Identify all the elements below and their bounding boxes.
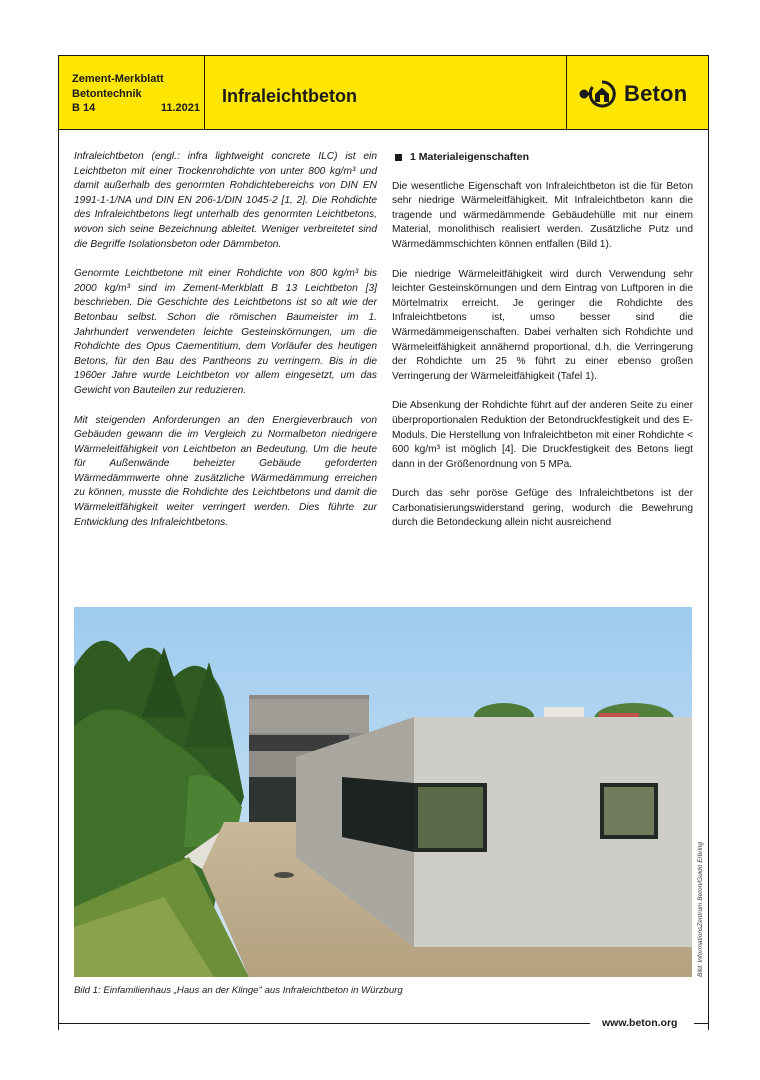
page-title: Infraleichtbeton [222,86,358,106]
paragraph: Die Absenkung der Rohdichte führt auf der anderen Seite zu einer überproportionalen Reduktion der Betondruckfestigkeit und des E-Moduls. Die Herstellung von Infraleichtbeton mit einer Rohdichte < 600 kg/m³ ist möglich [4]. Die Druckfestigkeit des Betons liegt dann in der Größenordnung von 5 MPa. [392,400,693,470]
paragraph: Infraleichtbeton (engl.: infra lightweight concrete ILC) ist ein Leichtbeton mit einer Trockenrohdichte von unter 800 kg/m³ und damit außerhalb des genormten Rohdichtebereichs von DIN EN 1991-1-1/NA und DIN EN 206-1/DIN 1045-2 [1, 2]. Die Rohdichte des Infraleichtbetons liegt unterhalb des genormten Leichtbetons, wovon sich seine Bezeichnung ableitet. Weniger verbreitetet sind die Begriffe Isolationsbeton oder Dämmbeton. [74,151,377,250]
logo-text: Beton [624,81,688,106]
document-meta [72,72,200,116]
paragraph: Durch das sehr poröse Gefüge des Infraleichtbetons ist der Carbonatisierungswiderstand gering, wodurch die Bewehrung durch die Betondeckung allein nicht ausreichend [392,488,693,529]
footer-link[interactable]: www.beton.org [602,1017,678,1029]
paragraph: Genormte Leichtbetone mit einer Rohdichte von 800 kg/m³ bis 2000 kg/m³ sind im Zement-Merkblatt B 13 Leichtbeton [3] beschrieben. Die Geschichte des Leichtbetons ist so alt wie der Betonbau selbst. Schon die römischen Baumeister im 1. Jahrhundert verwendeten leichte Gesteinskörnungen, um die Rohdichte des Opus Caementitium, dem Vorläufer des heutigen Betons, für den Bau des Pantheons zu verringern. Bis in die 1960er Jahre wurde Leichtbeton vor allem eingesetzt, um das Gewicht von Bauteilen zur reduzieren. [74,268,377,396]
section-heading [392,150,693,165]
series-line-1: Zement-Merkblatt [72,73,164,85]
document-number: B 14 [72,102,96,114]
series-line-2: Betontechnik [72,87,142,100]
figure-caption: Bild 1: Einfamilienhaus „Haus an der Klinge" aus Infraleichtbeton in Würzburg [74,985,403,996]
number-date-row [72,101,200,116]
section-heading-text: 1 Materialeigenschaften [410,151,530,163]
header-divider [204,56,205,129]
left-column [74,150,377,545]
document-date: 11.2021 [160,102,200,114]
house-photo [74,607,692,977]
paragraph: Die niedrige Wärmeleitfähigkeit wird durch Verwendung sehr leichter Gesteinskörnungen und dem Eintrag von Luftporen in die Mörtelmatrix erreicht. Je geringer die Rohdichte des Infraleichtbetons ist, umso besser sind die Wärmedämmeigenschaften. Dabei verhalten sich Rohdichte und Wärmeleitfähigkeit annähernd proportional, d.h. die Verringerung der Rohdichte um 25 % führt zu einer ebenso großen Verringerung der Wärmeleitfähigkeit (Tafel 1). [392,268,693,382]
paragraph: Mit steigenden Anforderungen an den Energieverbrauch von Gebäuden gewann die im Vergleich zu Normalbeton niedrigere Wärmeleitfähigkeit von Leichtbeton an Bedeutung. Um die heute für Außenwände beheizter Gebäude geforderten Wärmedämmwerte ohne zusätzliche Wärmedämmung erreichen zu können, musste die Rohdichte des Leichtbetons und damit die Wärmeleitfähigkeit weiter verringert werden. Dies führte zur Entwicklung des Infraleichtbetons. [74,414,377,528]
header-bar [58,55,709,130]
section-bullet-icon [395,154,402,161]
beton-house-key-icon [578,79,618,109]
header-divider [566,56,567,129]
footer-divider [694,1023,709,1024]
footer-divider [58,1023,590,1024]
photo-credit: Bild: InformationsZentrum Beton/Guido Erbring [697,841,704,977]
right-column [392,150,693,546]
paragraph: Die wesentliche Eigenschaft von Infraleichtbeton ist die für Beton sehr niedrige Wärmeleitfähigkeit. Mit Infraleichtbeton kann die tragende und wärmedämmende Gebäudehülle mit nur einem Material, monolithisch realisiert werden. Zusätzliche Putz und Wärmedämmschichten können entfallen (Bild 1). [392,180,693,250]
beton-logo[interactable] [578,79,687,109]
